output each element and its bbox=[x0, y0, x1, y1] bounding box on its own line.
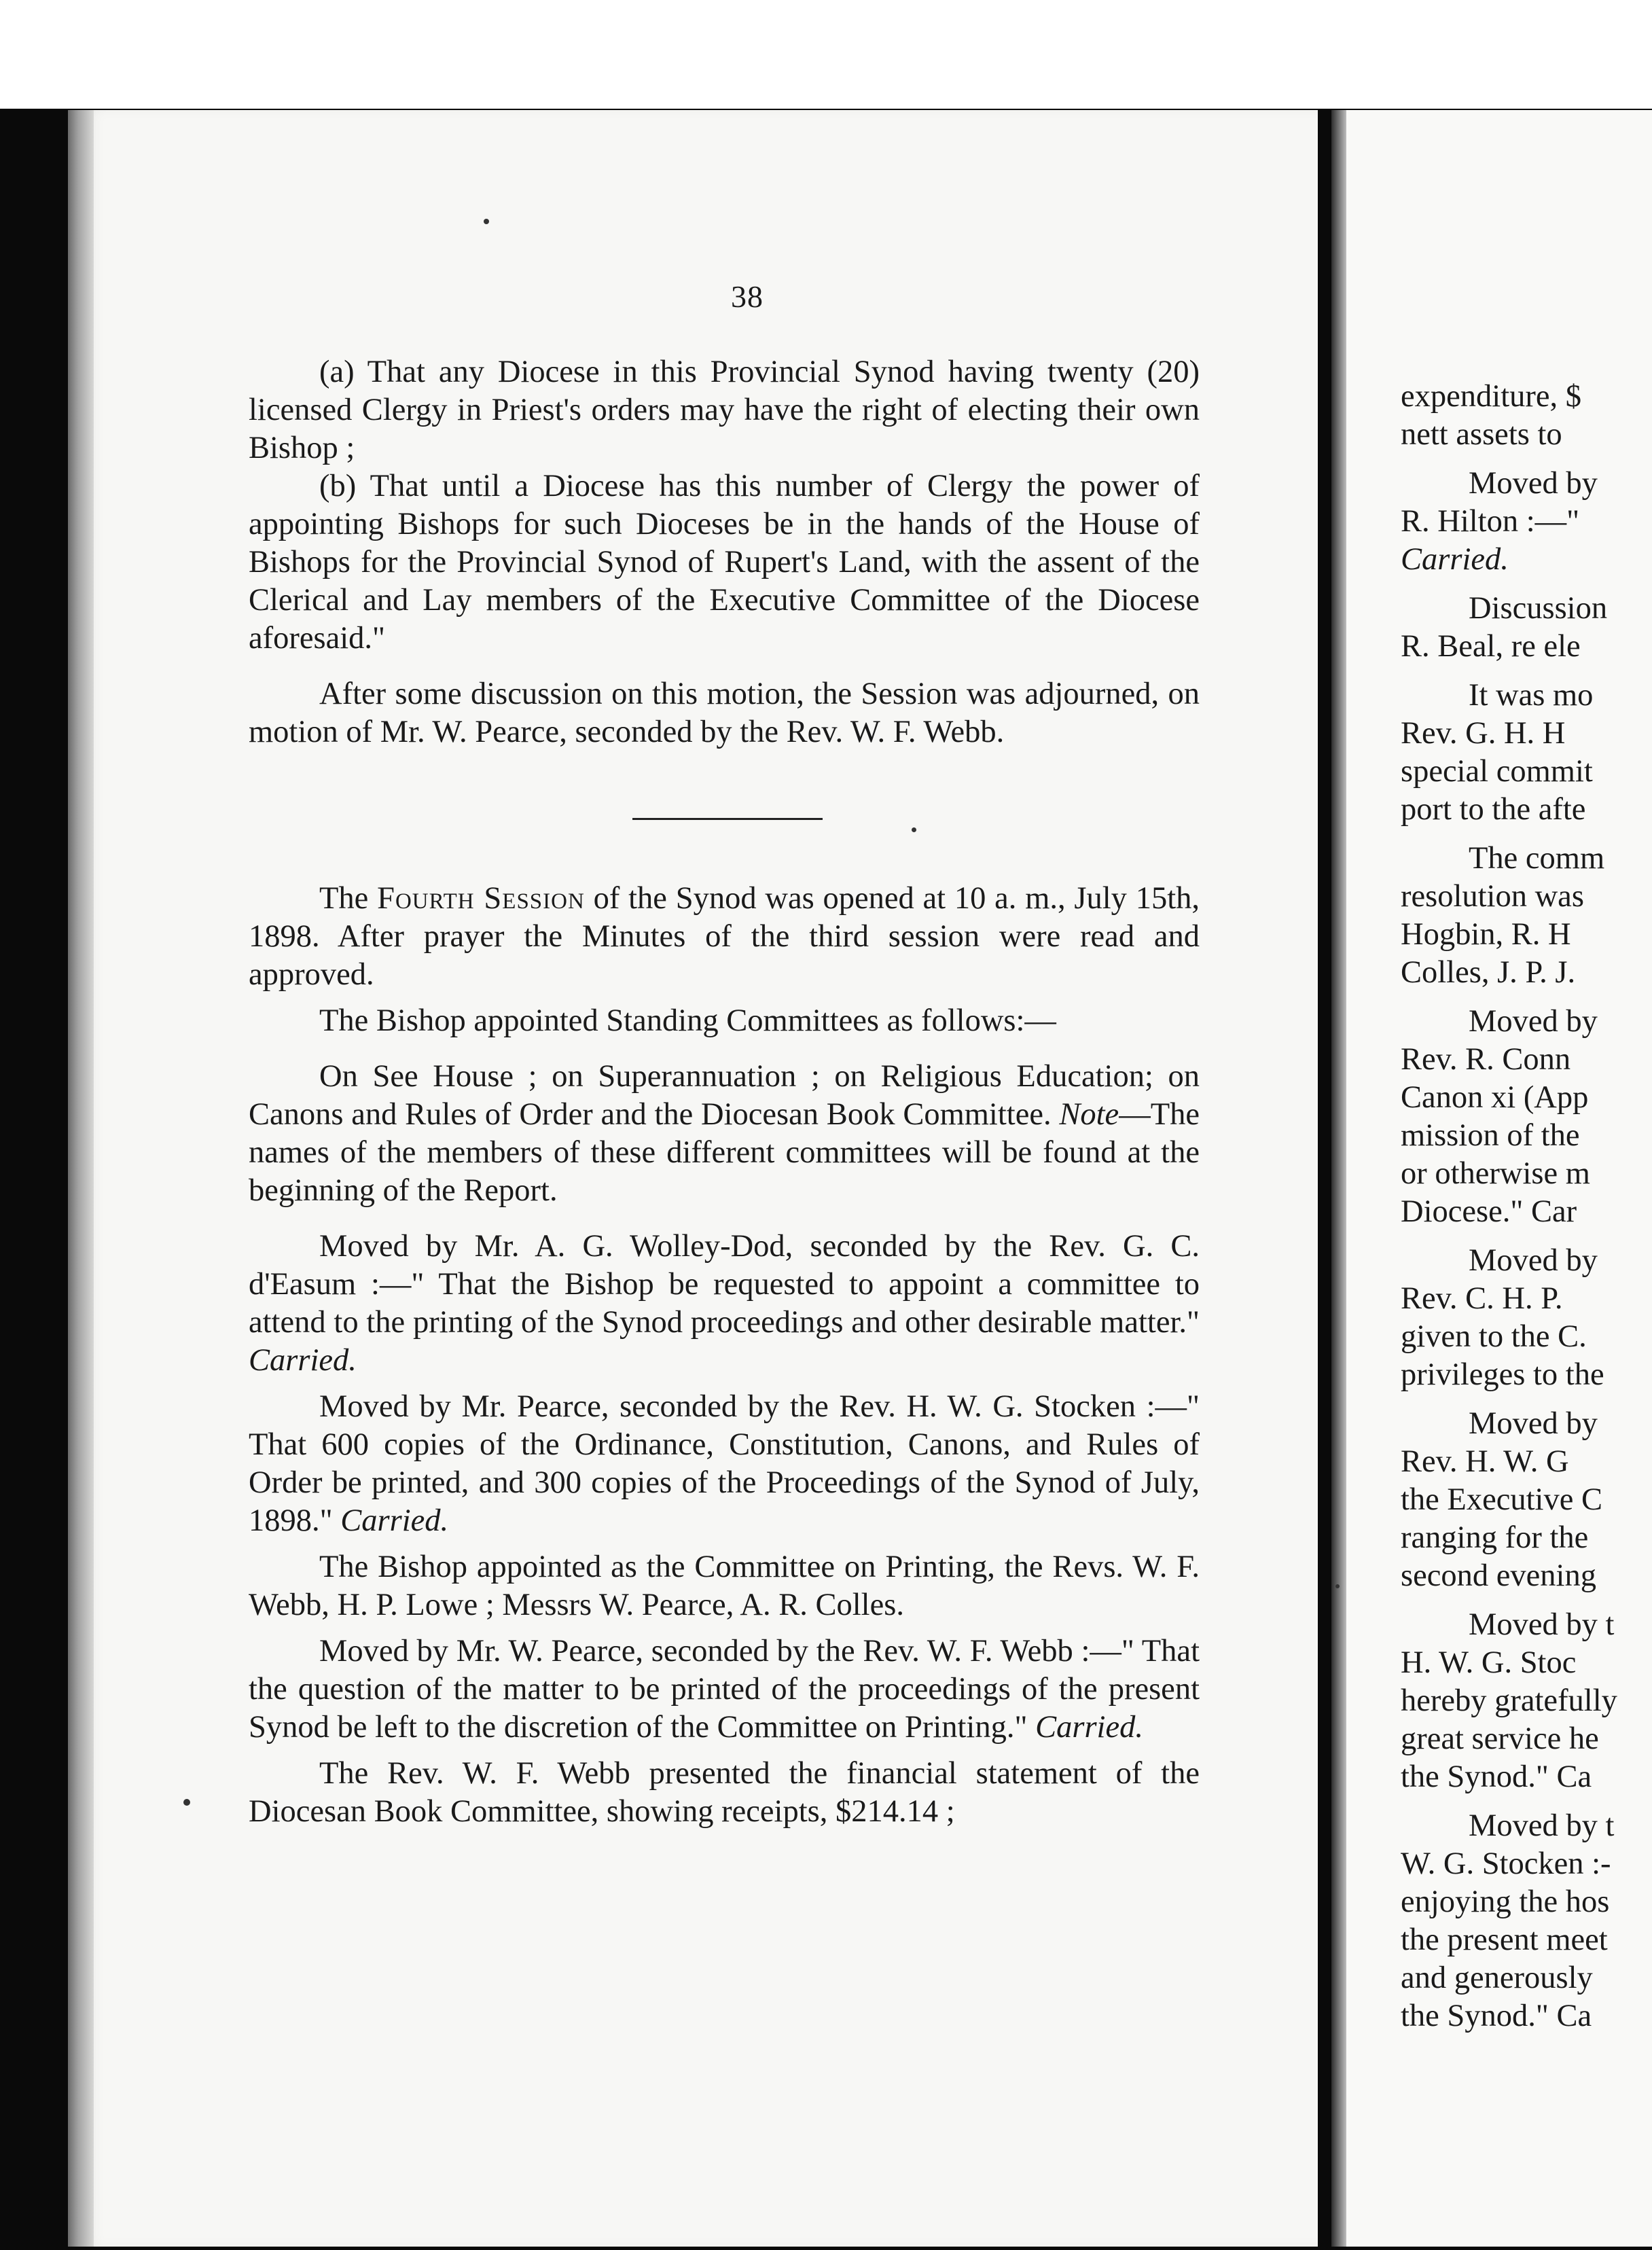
fourth-session-prefix: The bbox=[319, 881, 378, 916]
motion-text: Moved by Mr. A. G. Wolley-Dod, seconded by the Rev. G. C. d'Easum :—" That the Bishop be requested to appoint a committee to attend to the printing of the Synod proceedings and other desirable matter." bbox=[249, 1229, 1200, 1340]
page-number: 38 bbox=[731, 279, 764, 314]
right-page-line: R. Beal, re ele bbox=[1401, 629, 1581, 664]
right-page-line: Carried. bbox=[1401, 542, 1509, 577]
right-page-line: Moved by bbox=[1469, 1243, 1598, 1278]
right-page-line: Moved by bbox=[1469, 1406, 1598, 1441]
ink-speck bbox=[1335, 1584, 1340, 1588]
right-page-body bbox=[1401, 378, 1652, 2035]
right-page-line: or otherwise m bbox=[1401, 1156, 1590, 1191]
right-page-line: the Synod." Ca bbox=[1401, 1760, 1592, 1794]
motion-printing-discretion bbox=[249, 1632, 1200, 1747]
right-page-line: ranging for the bbox=[1401, 1520, 1589, 1555]
right-page-line: great service he bbox=[1401, 1721, 1599, 1756]
right-page-line: the Synod." Ca bbox=[1401, 1999, 1592, 2033]
right-page-line: Moved by bbox=[1469, 466, 1598, 501]
committees-note-label: Note bbox=[1059, 1097, 1119, 1132]
right-page-line: Rev. G. H. H bbox=[1401, 716, 1566, 751]
left-page-binding-edge bbox=[68, 110, 94, 2247]
right-page-line: Discussion bbox=[1469, 591, 1608, 626]
right-page-line: Rev. H. W. G bbox=[1401, 1444, 1569, 1479]
fourth-session-heading: Fourth Session bbox=[377, 881, 585, 916]
right-page-line: privileges to the bbox=[1401, 1357, 1604, 1392]
right-page-line: hereby gratefully bbox=[1401, 1683, 1617, 1718]
right-page-line: expenditure, $ bbox=[1401, 379, 1581, 414]
right-page-line: Diocese." Car bbox=[1401, 1194, 1577, 1229]
right-page-line: and generously bbox=[1401, 1961, 1593, 1995]
committees-list bbox=[249, 1058, 1200, 1210]
committees-intro: The Bishop appointed Standing Committees as follows:— bbox=[319, 1003, 1056, 1038]
right-page-line: mission of the bbox=[1401, 1118, 1580, 1153]
right-page-line: enjoying the hos bbox=[1401, 1885, 1610, 1919]
motion-printing-committee bbox=[249, 1228, 1200, 1380]
motion-result: Carried. bbox=[1035, 1710, 1143, 1745]
adjournment-paragraph: After some discussion on this motion, the Session was adjourned, on motion of Mr. W. Pearce, seconded by the Rev. W. F. Webb. bbox=[249, 677, 1200, 749]
right-page-line: It was mo bbox=[1469, 678, 1594, 713]
right-page-line: Moved by t bbox=[1469, 1607, 1615, 1642]
right-page-line: H. W. G. Stoc bbox=[1401, 1645, 1577, 1680]
section-divider bbox=[632, 818, 823, 820]
right-page-line: port to the afte bbox=[1401, 792, 1586, 827]
right-page-line: W. G. Stocken :- bbox=[1401, 1846, 1611, 1881]
right-page-line: The comm bbox=[1469, 841, 1605, 876]
right-page-line: Rev. C. H. P. bbox=[1401, 1281, 1563, 1316]
right-page-line: R. Hilton :—" bbox=[1401, 504, 1580, 539]
motion-copies bbox=[249, 1388, 1200, 1540]
ink-speck bbox=[183, 1799, 190, 1806]
committees-list-text: On See House ; on Superannuation ; on Religious Education; on Canons and Rules of Order and the Diocesan Book Committee. bbox=[249, 1059, 1200, 1132]
right-page-line: given to the C. bbox=[1401, 1319, 1587, 1354]
right-page-line: Colles, J. P. J. bbox=[1401, 955, 1576, 990]
motion-result: Carried. bbox=[340, 1503, 449, 1538]
gutter-shadow bbox=[1331, 110, 1346, 2247]
scan-backdrop bbox=[0, 0, 1652, 109]
right-page-line: the present meet bbox=[1401, 1923, 1608, 1957]
right-page-line: Rev. R. Conn bbox=[1401, 1042, 1571, 1077]
motion-text: Moved by Mr. W. Pearce, seconded by the Rev. W. F. Webb :—" That the question of the matter to be printed of the proceedings of the present Synod be left to the discretion of the Committee on Printing." bbox=[249, 1634, 1200, 1745]
right-page-line: Moved by bbox=[1469, 1004, 1598, 1039]
right-page-line: nett assets to bbox=[1401, 417, 1562, 452]
right-page-line: special commit bbox=[1401, 754, 1593, 789]
fourth-session-text: of the Synod was opened at 10 a. m., July 15th, 1898. After prayer the Minutes of the third session were read and approved. bbox=[249, 881, 1200, 992]
right-page-line: Canon xi (App bbox=[1401, 1080, 1589, 1115]
left-page-body bbox=[249, 353, 1200, 1831]
ink-speck bbox=[484, 219, 489, 224]
right-page-line: Moved by t bbox=[1469, 1808, 1615, 1843]
financial-statement: The Rev. W. F. Webb presented the financial statement of the Diocesan Book Committee, showing receipts, $214.14 ; bbox=[249, 1756, 1200, 1829]
right-page-line: Hogbin, R. H bbox=[1401, 917, 1571, 952]
printing-committee-appointment: The Bishop appointed as the Committee on Printing, the Revs. W. F. Webb, H. P. Lowe ; Messrs W. Pearce, A. R. Colles. bbox=[249, 1550, 1200, 1622]
resolution-clause-b: (b) That until a Diocese has this number of Clergy the power of appointing Bishops for such Dioceses be in the hands of the House of Bishops for the Provincial Synod of Rupert's Land, with the assent of the Clerical and Lay members of the Executive Committee of the Diocese aforesaid." bbox=[249, 469, 1200, 656]
right-page-line: the Executive C bbox=[1401, 1482, 1602, 1517]
committees-note-text: —The names of the members of these different committees will be found at the beginning of the Report. bbox=[249, 1097, 1200, 1208]
resolution-clause-a: (a) That any Diocese in this Provincial Synod having twenty (20) licensed Clergy in Priest's orders may have the right of electing their own Bishop ; bbox=[249, 355, 1200, 465]
fourth-session-paragraph bbox=[249, 880, 1200, 994]
right-page-line: second evening bbox=[1401, 1558, 1596, 1593]
motion-result: Carried. bbox=[249, 1343, 357, 1378]
right-page-line: resolution was bbox=[1401, 879, 1584, 914]
motion-text: Moved by Mr. Pearce, seconded by the Rev. H. W. G. Stocken :—" That 600 copies of the Ordinance, Constitution, Canons, and Rules of Order be printed, and 300 copies of the Proceedings of the Synod of July, 1898." bbox=[249, 1389, 1200, 1538]
